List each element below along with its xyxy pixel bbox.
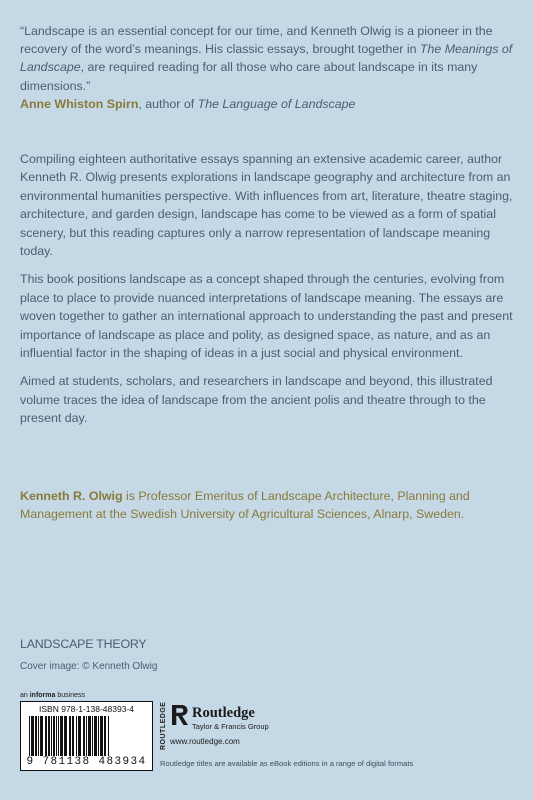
series-name: LANDSCAPE THEORY bbox=[20, 637, 147, 651]
barcode-bars bbox=[27, 716, 148, 756]
barcode-bar bbox=[78, 716, 81, 756]
quote-text: “Landscape is an essential concept for our time, and Kenneth Olwig is a pioneer in the recovery of the word’s meanings. His classic essays, brought together in bbox=[20, 24, 493, 57]
barcode-digits: 9 781138 483934 bbox=[26, 756, 147, 768]
barcode-bar bbox=[64, 716, 67, 756]
barcode-bar bbox=[48, 716, 50, 756]
quote-book-title: The Meanings of Landscape bbox=[20, 42, 513, 75]
routledge-wordmark: Routledge bbox=[192, 705, 255, 721]
barcode-bar bbox=[76, 716, 77, 756]
barcode-bar bbox=[86, 716, 87, 756]
barcode-bar bbox=[58, 716, 59, 756]
barcode-bar bbox=[88, 716, 91, 756]
book-description bbox=[20, 150, 515, 438]
barcode-bar bbox=[100, 716, 103, 756]
barcode-bar bbox=[35, 716, 37, 756]
ebook-availability-note: Routledge titles are available as eBook editions in a range of digital formats bbox=[160, 759, 414, 768]
author-name: Kenneth R. Olwig bbox=[20, 489, 123, 503]
barcode-bar bbox=[38, 716, 39, 756]
barcode-bar bbox=[83, 716, 85, 756]
barcode-bar bbox=[40, 716, 43, 756]
taylor-francis-label: Taylor & Francis Group bbox=[192, 722, 269, 731]
barcode-bar bbox=[69, 716, 71, 756]
description-paragraph: Compiling eighteen authoritative essays spanning an extensive academic career, author Kenneth R. Olwig presents explorations in landscape geography and architecture from an environmental humanities perspective. With influences from art, literature, theatre staging, architecture, and garden design, landscape has come to be viewed as a form of spatial scenery, but this reading captures only a narrow representation of landscape meaning today. bbox=[20, 152, 513, 259]
barcode-bar bbox=[31, 716, 34, 756]
barcode-bar bbox=[53, 716, 55, 756]
cover-image-credit: Cover image: © Kenneth Olwig bbox=[20, 661, 158, 672]
barcode-bar bbox=[108, 716, 109, 756]
description-paragraph: Aimed at students, scholars, and researchers in landscape and beyond, this illustrated volume traces the idea of landscape from the ancient polis and theatre through to the present day. bbox=[20, 374, 493, 426]
isbn-barcode bbox=[20, 701, 153, 771]
isbn-label: ISBN 978-1-138-48393-4 bbox=[39, 704, 134, 714]
informa-business-label: an informa business bbox=[20, 692, 85, 699]
routledge-vertical-label: ROUTLEDGE bbox=[160, 701, 167, 750]
attribution-book: The Language of Landscape bbox=[197, 96, 356, 111]
barcode-bar bbox=[51, 716, 52, 756]
barcode-bar bbox=[92, 716, 93, 756]
barcode-bar bbox=[94, 716, 97, 756]
barcode-bar bbox=[60, 716, 63, 756]
barcode-bar bbox=[104, 716, 106, 756]
quote-text-end: , are required reading for all those who care about landscape in its many dimensions.” bbox=[20, 60, 478, 93]
author-bio bbox=[20, 487, 515, 524]
routledge-logo-icon bbox=[170, 704, 190, 726]
barcode-bar bbox=[98, 716, 99, 756]
attribution-role: , author of bbox=[138, 96, 198, 111]
endorsement-quote bbox=[20, 22, 515, 113]
barcode-bar bbox=[45, 716, 47, 756]
barcode-bar bbox=[72, 716, 74, 756]
quote-attribution bbox=[20, 95, 515, 113]
publisher-url: www.routledge.com bbox=[170, 737, 240, 746]
author-bio-text: is Professor Emeritus of Landscape Architecture, Planning and Management at the Swedish University of Agricultural Sciences, Alnarp, Sweden. bbox=[20, 489, 470, 522]
barcode-bar bbox=[29, 716, 30, 756]
barcode-bar bbox=[56, 716, 57, 756]
attribution-name: Anne Whiston Spirn bbox=[20, 96, 139, 111]
description-paragraph: This book positions landscape as a concept shaped through the centuries, evolving from place to place to provide nuanced interpretations of landscape meaning. The essays are woven together to gather an international approach to understanding the past and present importance of landscape as place and polity, as designed space, as nature, and as an influential factor in the shaping of ideas in a just social and physical environment. bbox=[20, 272, 513, 361]
